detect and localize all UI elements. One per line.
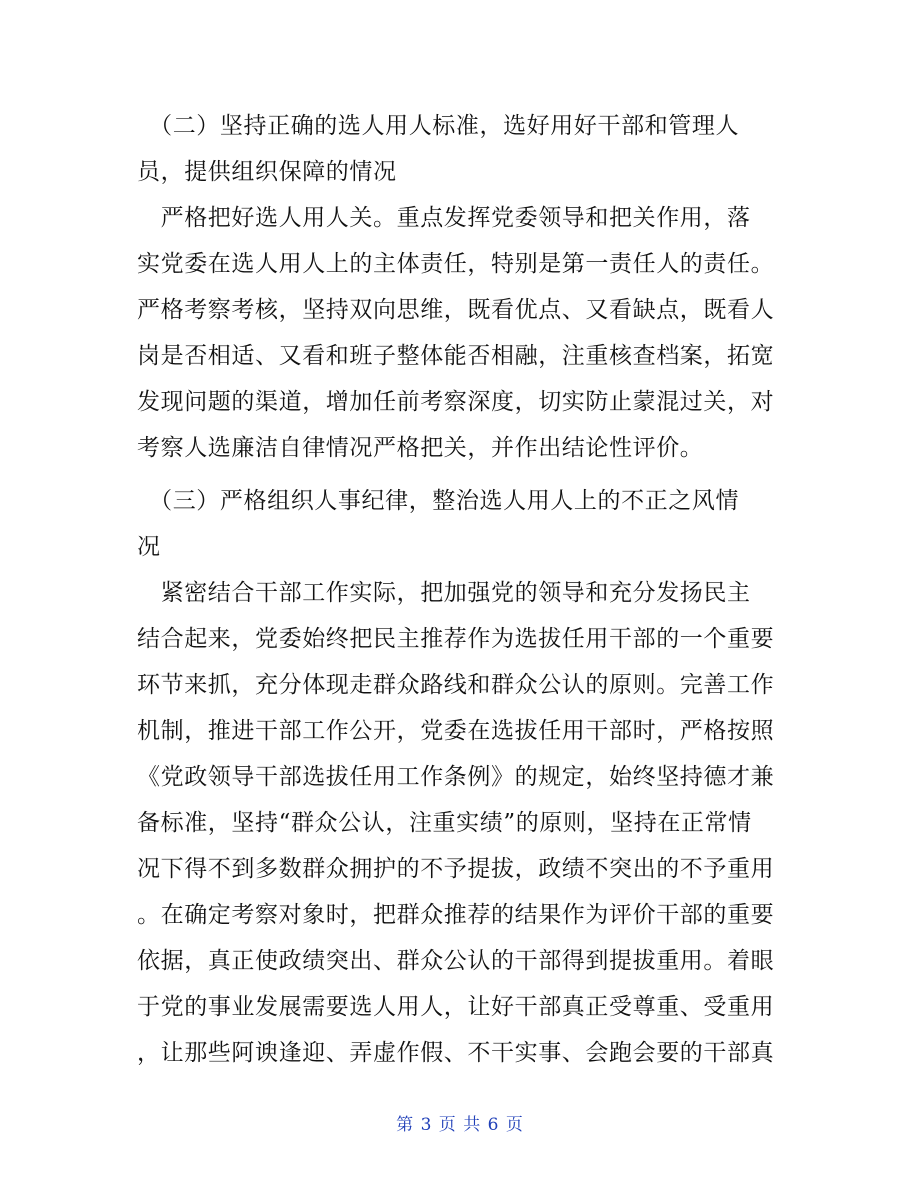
text-line: 严格把好选人用人关。重点发挥党委领导和把关作用，落 [137,205,751,231]
text-line: 况 [137,534,161,560]
text-line: 严格考察考核，坚持双向思维，既看优点、又看缺点，既看人 [137,297,775,323]
text-line: 况下得不到多数群众拥护的不予提拔，政绩不突出的不予重用 [137,856,775,882]
text-line: 结合起来，党委始终把民主推荐作为选拔任用干部的一个重要 [137,626,775,652]
text-line: 发现问题的渠道，增加任前考察深度，切实防止蒙混过关，对 [137,389,775,415]
text-line: （二）坚持正确的选人用人标准，选好用好干部和管理人 [137,113,740,139]
text-line: 备标准，坚持“群众公认，注重实绩”的原则，坚持在正常情 [137,810,752,836]
text-line: 紧密结合干部工作实际，把加强党的领导和充分发扬民主 [137,580,751,606]
text-line: 《党政领导干部选拔任用工作条例》的规定，始终坚持德才兼 [137,764,775,790]
text-line: 于党的事业发展需要选人用人，让好干部真正受尊重、受重用 [137,994,775,1020]
page-number-footer: 第 3 页 共 6 页 [396,1115,524,1135]
text-line: 。在确定考察对象时，把群众推荐的结果作为评价干部的重要 [137,902,775,928]
text-line: 机制，推进干部工作公开，党委在选拔任用干部时，严格按照 [137,718,775,744]
text-line: ，让那些阿谀逢迎、弄虚作假、不干实事、会跑会要的干部真 [137,1040,775,1066]
text-line: 依据，真正使政绩突出、群众公认的干部得到提拔重用。着眼 [137,948,775,974]
text-line: 环节来抓，充分体现走群众路线和群众公认的原则。完善工作 [137,672,775,698]
text-line: 岗是否相适、又看和班子整体能否相融，注重核查档案，拓宽 [137,343,775,369]
text-line: （三）严格组织人事纪律，整治选人用人上的不正之风情 [137,488,740,514]
text-line: 员，提供组织保障的情况 [137,159,397,185]
text-line: 考察人选廉洁自律情况严格把关，并作出结论性评价。 [137,435,704,461]
text-line: 实党委在选人用人上的主体责任，特别是第一责任人的责任。 [137,251,775,277]
